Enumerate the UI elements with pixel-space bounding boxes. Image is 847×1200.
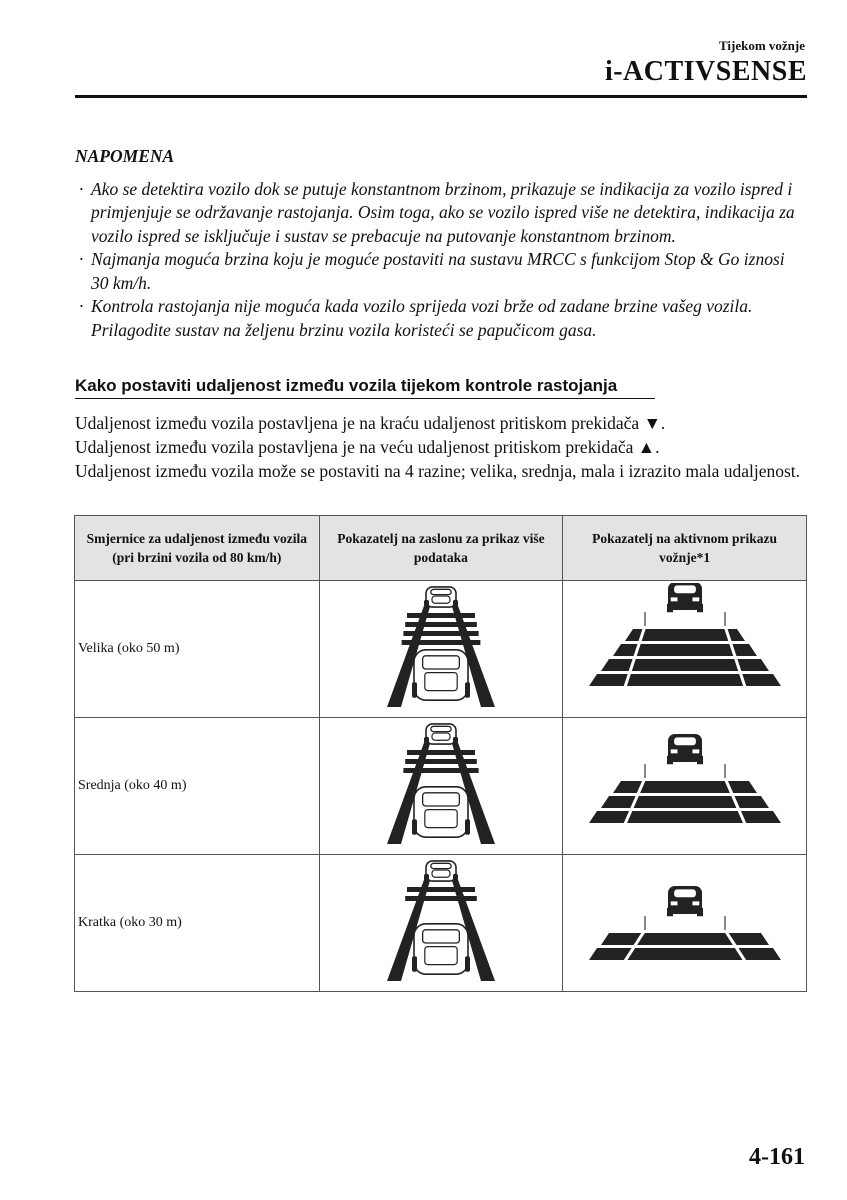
- distance-label: Srednja (oko 40 m): [75, 718, 320, 855]
- active-display-distance-indicator-icon: [575, 720, 795, 848]
- section-heading: Kako postaviti udaljenost između vozila tijekom kontrole rastojanja: [75, 376, 655, 399]
- section-body: [75, 411, 810, 483]
- header-section-label: Tijekom vožnje: [718, 38, 805, 53]
- distance-bar: [601, 659, 769, 671]
- multi-info-distance-indicator-icon: [351, 720, 531, 848]
- column-header-guidelines: Smjernice za udaljenost između vozila (pri brzini vozila od 80 km/h): [75, 516, 320, 581]
- column-header-multi-info-display: Pokazatelj na zaslonu za prikaz više podataka: [319, 516, 563, 581]
- header-divider: [75, 95, 807, 98]
- table-row: [75, 581, 807, 718]
- body-paragraph: Udaljenost između vozila postavljena je na veću udaljenost pritiskom prekidača ▲.: [75, 437, 660, 457]
- car-icon: [412, 786, 470, 836]
- active-display-distance-indicator-icon: [575, 857, 795, 985]
- note-item-text: Ako se detektira vozilo dok se putuje konstantnom brzinom, prikazuje se indikacija za vozilo ispred i primjenjuje se održavanje rastojanja. Osim toga, ako se vozilo ispred više ne detektira, indikacija za vozilo ispred se isključuje i sustav se prebacuje na putovanje konstantnom brzinom.: [91, 178, 795, 246]
- body-paragraph: Udaljenost između vozila može se postaviti na 4 razine; velika, srednja, mala i izrazito mala udaljenost.: [75, 461, 801, 481]
- distance-bar: [405, 622, 477, 627]
- multi-info-distance-indicator-icon: [351, 857, 531, 985]
- car-icon: [412, 923, 470, 973]
- distance-bar: [613, 781, 757, 793]
- note-item: [75, 248, 800, 295]
- distance-bar: [407, 613, 475, 618]
- distance-bar: [589, 948, 781, 960]
- distance-bar: [407, 750, 475, 755]
- distance-label: Velika (oko 50 m): [75, 581, 320, 718]
- table-row: [75, 718, 807, 855]
- note-block: [75, 145, 800, 342]
- distance-bar: [402, 640, 481, 645]
- distance-table: [74, 515, 807, 992]
- car-icon: [424, 860, 458, 880]
- note-title: NAPOMENA: [75, 146, 175, 166]
- distance-bar: [407, 887, 475, 892]
- car-icon: [667, 583, 703, 612]
- note-bullet: ·: [79, 178, 84, 199]
- active-display-distance-indicator-icon: [575, 583, 795, 711]
- multi-info-distance-indicator-icon: [351, 583, 531, 711]
- car-icon: [424, 586, 458, 606]
- page-number: 4-161: [749, 1144, 805, 1170]
- multi-info-indicator-cell: [319, 855, 563, 992]
- distance-bar: [589, 811, 781, 823]
- note-item: [75, 178, 800, 249]
- distance-bar: [405, 896, 477, 901]
- car-icon: [412, 649, 470, 699]
- distance-bar: [589, 674, 781, 686]
- note-bullet: ·: [79, 249, 84, 269]
- column-header-active-driving-display: Pokazatelj na aktivnom prikazu vožnje*1: [563, 516, 807, 581]
- note-bullet: ·: [79, 296, 84, 316]
- active-display-indicator-cell: [563, 855, 807, 992]
- multi-info-indicator-cell: [319, 718, 563, 855]
- distance-bar: [601, 933, 769, 945]
- car-icon: [667, 886, 703, 916]
- table-header-row: [75, 516, 807, 581]
- active-display-indicator-cell: [563, 581, 807, 718]
- body-paragraph: Udaljenost između vozila postavljena je na kraću udaljenost pritiskom prekidača ▼.: [75, 413, 666, 433]
- car-icon: [667, 734, 703, 764]
- multi-info-indicator-cell: [319, 581, 563, 718]
- car-icon: [424, 723, 458, 743]
- distance-bar: [601, 796, 769, 808]
- table-row: [75, 855, 807, 992]
- distance-bar: [405, 759, 477, 764]
- note-item-text: Kontrola rastojanja nije moguća kada vozilo sprijeda vozi brže od zadane brzine vašeg vozila. Prilagodite sustav na željenu brzinu vozila koristeći se papučicom gasa.: [91, 296, 753, 340]
- note-item-text: Najmanja moguća brzina koju je moguće postaviti na sustavu MRCC s funkcijom Stop & Go iznosi 30 km/h.: [91, 249, 785, 293]
- distance-label: Kratka (oko 30 m): [75, 855, 320, 992]
- active-display-indicator-cell: [563, 718, 807, 855]
- note-item: [75, 295, 800, 342]
- distance-bar: [403, 631, 478, 636]
- distance-bar: [403, 768, 478, 773]
- header-title: i-ACTIVSENSE: [604, 56, 807, 87]
